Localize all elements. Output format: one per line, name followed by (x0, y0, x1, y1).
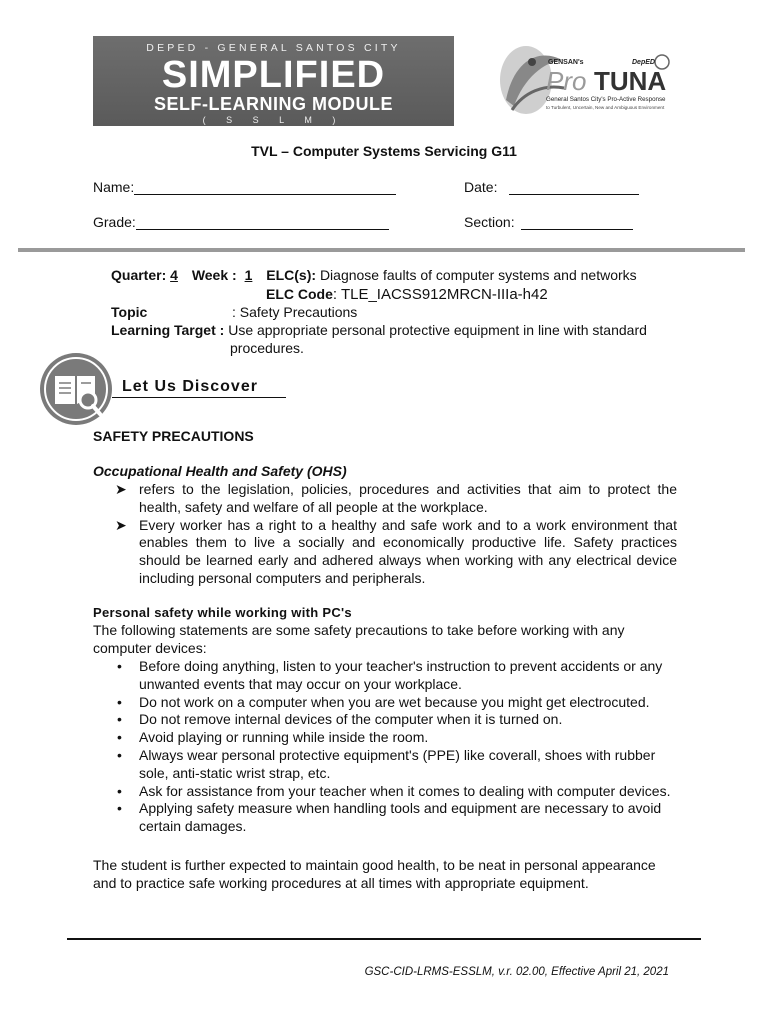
date-field[interactable] (464, 179, 639, 195)
learning-target-row (111, 321, 647, 339)
tuna-fish-icon (484, 40, 674, 124)
section-field[interactable] (464, 214, 633, 230)
topic-value-cell (232, 303, 357, 321)
date-label: Date: (464, 179, 498, 195)
logo-brand-pro: Pro (546, 66, 587, 96)
header-divider (18, 248, 745, 252)
elc-code-value: : TLE_IACSS912MRCN-IIIa-h42 (332, 286, 548, 303)
banner-acronym: ( S S L M ) (202, 115, 345, 125)
ohs-item (93, 481, 677, 517)
topic-label: Topic (111, 304, 148, 320)
list-item (93, 658, 677, 694)
discover-title: Let Us Discover (112, 377, 286, 398)
name-blank[interactable] (134, 180, 396, 195)
list-item-text: Applying safety measure when handling tools and equipment are necessary to avoid certain damages. (139, 800, 662, 835)
quarter-row (111, 266, 637, 284)
pc-intro: The following statements are some safety precautions to take before working with any computer devices: (93, 622, 625, 656)
sslm-banner (93, 36, 454, 126)
section-heading: SAFETY PRECAUTIONS (93, 428, 254, 444)
list-item-text: Always wear personal protective equipment's (PPE) like coverall, shoes with rubber sole, anti-static wrist strap, etc. (139, 746, 656, 781)
section-label: Section: (464, 214, 515, 230)
ohs-heading: Occupational Health and Safety (OHS) (93, 463, 347, 479)
ohs-list (93, 481, 677, 588)
name-field[interactable] (93, 179, 396, 195)
logo-tagline-2: to Turbulent, Uncertain, New and Ambiguous Environment (546, 105, 665, 110)
grade-field[interactable] (93, 214, 389, 230)
learning-target-value-2: procedures. (230, 340, 304, 356)
week-label: Week : (191, 267, 237, 283)
list-item (93, 800, 677, 836)
topic-label-cell (111, 303, 147, 321)
bullet-icon: • (117, 658, 122, 674)
closing-paragraph: The student is further expected to maintain good health, to be neat in personal appearance and to practice safe working procedures at all times with appropriate equipment. (93, 857, 656, 891)
pc-safety-list (93, 658, 677, 836)
module-title: TVL – Computer Systems Servicing G11 (251, 143, 517, 159)
logo-deped-text: DepED (632, 59, 655, 66)
banner-title: SIMPLIFIED (161, 54, 386, 96)
name-label: Name: (93, 179, 135, 195)
grade-blank[interactable] (136, 215, 389, 230)
banner-top-text: DEPED - GENERAL SANTOS CITY (146, 42, 401, 54)
section-blank[interactable] (521, 215, 633, 230)
quarter-value: 4 (170, 267, 178, 283)
bullet-icon: • (117, 800, 122, 817)
ohs-item-text: Every worker has a right to a healthy and safe work and to a work environment that enables them to live a socially and economically productive life. Safety practices should be learned early and adhered always when working with any electrical device including personal computers and peripherals. (139, 516, 677, 586)
ohs-item (93, 517, 677, 588)
bullet-icon: • (117, 693, 122, 710)
arrow-bullet-icon: ➤ (115, 481, 127, 497)
protuna-logo (484, 40, 674, 124)
list-item-text: Do not work on a computer when you are wet because you might get electrocuted. (139, 693, 650, 710)
list-item (93, 729, 677, 747)
list-item (93, 747, 677, 783)
list-item-text: Ask for assistance from your teacher when it comes to dealing with computer devices. (139, 782, 671, 799)
elc-code-row (266, 285, 548, 304)
bullet-icon: • (117, 746, 122, 763)
pc-safety-heading: Personal safety while working with PC's (93, 605, 352, 620)
logo-brand-tuna: TUNA (594, 66, 667, 96)
date-blank[interactable] (509, 180, 639, 195)
quarter-label: Quarter: (111, 267, 167, 283)
list-item (93, 694, 677, 712)
learning-target-label: Learning Target : (111, 322, 225, 338)
discover-icon (37, 352, 115, 426)
elc-label: ELC(s): (266, 267, 317, 283)
list-item-text: Avoid playing or running while inside the room. (139, 729, 429, 746)
topic-value: : Safety Precautions (232, 304, 358, 320)
banner-subtitle: SELF-LEARNING MODULE (154, 94, 393, 114)
week-value: 1 (244, 267, 253, 283)
learning-target-cont (230, 339, 304, 357)
footer-divider (67, 938, 701, 940)
bullet-icon: • (117, 711, 122, 728)
learning-target-value-1: Use appropriate personal protective equipment in line with standard (228, 322, 647, 338)
list-item-text: Do not remove internal devices of the computer when it is turned on. (139, 711, 563, 728)
grade-label: Grade: (93, 214, 136, 230)
list-item-text: Before doing anything, listen to your teacher's instruction to prevent accidents or any unwanted events that may occur on your workplace. (139, 658, 663, 692)
ohs-item-text: refers to the legislation, policies, procedures and activities that aim to protect the health, safety and welfare of all people at the workplace. (139, 481, 677, 515)
list-item (93, 711, 677, 729)
logo-tagline-1: General Santos City's Pro-Active Response (546, 96, 666, 103)
elc-code-label: ELC Code (266, 286, 333, 302)
bullet-icon: • (117, 729, 122, 746)
footer-code: GSC-CID-LRMS-ESSLM, v.r. 02.00, Effective April 21, 2021 (364, 966, 669, 978)
logo-small-text: GENSAN's (548, 59, 584, 66)
elc-value: Diagnose faults of computer systems and networks (319, 267, 637, 283)
arrow-bullet-icon: ➤ (115, 516, 127, 533)
bullet-icon: • (117, 782, 122, 799)
list-item (93, 783, 677, 801)
